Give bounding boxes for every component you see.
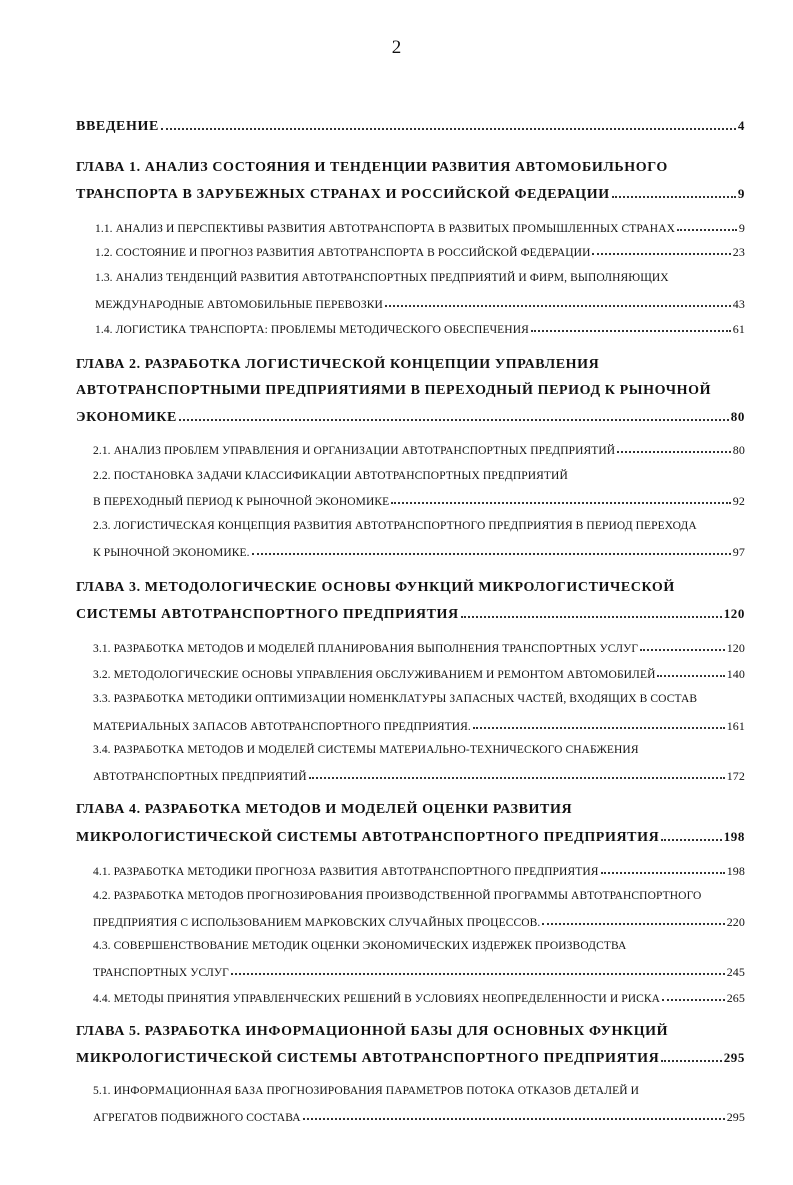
leader-dots [617, 451, 731, 453]
page-number: 2 [391, 37, 402, 58]
chapter-2-page: 80 [730, 409, 745, 424]
toc-entry-1-1[interactable] [95, 221, 745, 236]
chapter-1-title-cont: ТРАНСПОРТА В ЗАРУБЕЖНЫХ СТРАНАХ И РОССИЙСКОЙ ФЕДЕРАЦИИ [76, 187, 610, 202]
chapter-4-heading-line2[interactable] [76, 829, 745, 846]
toc-entry-page: 61 [732, 322, 745, 336]
chapter-5-page: 295 [723, 1050, 745, 1065]
chapter-3-title: ГЛАВА 3. МЕТОДОЛОГИЧЕСКИЕ ОСНОВЫ ФУНКЦИЙ МИКРОЛОГИСТИЧЕСКОЙ [76, 580, 675, 595]
toc-entry-2-2-cont[interactable] [93, 494, 745, 509]
chapter-2-heading-line3[interactable] [76, 409, 745, 426]
toc-entry-text: 1.4. ЛОГИСТИКА ТРАНСПОРТА: ПРОБЛЕМЫ МЕТОДИЧЕСКОГО ОБЕСПЕЧЕНИЯ [95, 324, 529, 336]
toc-entry-text: 3.2. МЕТОДОЛОГИЧЕСКИЕ ОСНОВЫ УПРАВЛЕНИЯ ОБСЛУЖИВАНИЕМ И РЕМОНТОМ АВТОМОБИЛЕЙ [93, 669, 656, 681]
leader-dots [531, 330, 731, 332]
toc-entry-text: 3.1. РАЗРАБОТКА МЕТОДОВ И МОДЕЛЕЙ ПЛАНИРОВАНИЯ ВЫПОЛНЕНИЯ ТРАНСПОРТНЫХ УСЛУГ [93, 643, 639, 655]
toc-entry-text-cont: АГРЕГАТОВ ПОДВИЖНОГО СОСТАВА [93, 1112, 301, 1124]
chapter-3-title-cont: СИСТЕМЫ АВТОТРАНСПОРТНОГО ПРЕДПРИЯТИЯ [76, 607, 459, 622]
leader-dots [657, 675, 724, 677]
toc-entry-page: 43 [732, 297, 745, 311]
leader-dots [231, 973, 725, 975]
toc-entry-text: 4.2. РАЗРАБОТКА МЕТОДОВ ПРОГНОЗИРОВАНИЯ ПРОИЗВОДСТВЕННОЙ ПРОГРАММЫ АВТОТРАНСПОРТНОГО [93, 890, 702, 902]
leader-dots [612, 196, 736, 198]
leader-dots [592, 253, 730, 255]
leader-dots [303, 1118, 725, 1120]
leader-dots [473, 727, 725, 729]
toc-entry-page: 23 [732, 245, 745, 259]
chapter-1-heading-line2[interactable] [76, 186, 745, 203]
leader-dots [677, 229, 737, 231]
leader-dots [542, 923, 724, 925]
toc-entry-1-4[interactable] [95, 322, 745, 337]
toc-entry-4-2-cont[interactable] [93, 915, 745, 930]
toc-entry-page: 80 [732, 443, 745, 457]
chapter-2-title-cont: АВТОТРАНСПОРТНЫМИ ПРЕДПРИЯТИЯМИ В ПЕРЕХОДНЫЙ ПЕРИОД К РЫНОЧНОЙ [76, 383, 712, 398]
toc-intro-title: ВВЕДЕНИЕ [76, 119, 159, 134]
toc-entry-text: 4.4. МЕТОДЫ ПРИНЯТИЯ УПРАВЛЕНЧЕСКИХ РЕШЕНИЙ В УСЛОВИЯХ НЕОПРЕДЕЛЕННОСТИ И РИСКА [93, 993, 661, 1005]
leader-dots [252, 553, 731, 555]
toc-entry-text-cont: В ПЕРЕХОДНЫЙ ПЕРИОД К РЫНОЧНОЙ ЭКОНОМИКЕ [93, 496, 390, 508]
toc-entry-4-3[interactable] [93, 940, 745, 952]
chapter-2-title: ГЛАВА 2. РАЗРАБОТКА ЛОГИСТИЧЕСКОЙ КОНЦЕПЦИИ УПРАВЛЕНИЯ [76, 357, 600, 372]
chapter-4-heading-line1[interactable] [76, 802, 745, 818]
toc-entry-page: 220 [726, 915, 745, 929]
chapter-5-heading-line1[interactable] [76, 1024, 745, 1040]
toc-entry-2-3[interactable] [93, 520, 745, 532]
toc-entry-page: 9 [738, 221, 745, 235]
leader-dots [179, 419, 729, 421]
leader-dots [601, 872, 725, 874]
chapter-3-heading-line2[interactable] [76, 606, 745, 623]
toc-entry-3-2[interactable] [93, 667, 745, 682]
leader-dots [385, 305, 731, 307]
toc-entry-page: 140 [726, 667, 745, 681]
toc-entry-1-3[interactable] [95, 272, 745, 284]
toc-entry-3-4[interactable] [93, 744, 745, 756]
chapter-1-page: 9 [737, 186, 745, 201]
toc-entry-5-1[interactable] [93, 1085, 745, 1097]
toc-entry-text: 4.1. РАЗРАБОТКА МЕТОДИКИ ПРОГНОЗА РАЗВИТИЯ АВТОТРАНСПОРТНОГО ПРЕДПРИЯТИЯ [93, 866, 599, 878]
leader-dots [309, 777, 725, 779]
chapter-2-heading-line1[interactable] [76, 357, 745, 373]
toc-entry-3-3[interactable] [93, 693, 745, 705]
leader-dots [391, 502, 731, 504]
leader-dots [461, 616, 722, 618]
chapter-1-title: ГЛАВА 1. АНАЛИЗ СОСТОЯНИЯ И ТЕНДЕНЦИИ РАЗВИТИЯ АВТОМОБИЛЬНОГО [76, 160, 668, 175]
toc-entry-1-2[interactable] [95, 245, 745, 260]
toc-entry-text-cont: АВТОТРАНСПОРТНЫХ ПРЕДПРИЯТИЙ [93, 771, 307, 783]
toc-entry-text-cont: К РЫНОЧНОЙ ЭКОНОМИКЕ. [93, 547, 250, 559]
toc-entry-page: 245 [726, 965, 745, 979]
toc-entry-4-3-cont[interactable] [93, 965, 745, 980]
toc-entry-4-1[interactable] [93, 864, 745, 879]
toc-entry-text: 2.3. ЛОГИСТИЧЕСКАЯ КОНЦЕПЦИЯ РАЗВИТИЯ АВТОТРАНСПОРТНОГО ПРЕДПРИЯТИЯ В ПЕРИОД ПЕРЕХОДА [93, 520, 697, 532]
leader-dots [661, 1060, 721, 1062]
chapter-1-heading-line1[interactable] [76, 160, 745, 176]
chapter-4-title-cont: МИКРОЛОГИСТИЧЕСКОЙ СИСТЕМЫ АВТОТРАНСПОРТНОГО ПРЕДПРИЯТИЯ [76, 830, 660, 845]
toc-entry-3-1[interactable] [93, 641, 745, 656]
toc-intro-page: 4 [737, 118, 745, 133]
toc-entry-3-3-cont[interactable] [93, 719, 745, 734]
toc-entry-text-cont: МАТЕРИАЛЬНЫХ ЗАПАСОВ АВТОТРАНСПОРТНОГО ПРЕДПРИЯТИЯ. [93, 721, 471, 733]
leader-dots [661, 839, 721, 841]
toc-entry-text: 5.1. ИНФОРМАЦИОННАЯ БАЗА ПРОГНОЗИРОВАНИЯ ПАРАМЕТРОВ ПОТОКА ОТКАЗОВ ДЕТАЛЕЙ И [93, 1085, 639, 1097]
toc-entry-3-4-cont[interactable] [93, 769, 745, 784]
toc-entry-page: 265 [726, 991, 745, 1005]
toc-entry-page: 120 [726, 641, 745, 655]
chapter-2-title-cont2: ЭКОНОМИКЕ [76, 410, 177, 425]
leader-dots [161, 128, 736, 130]
toc-entry-2-2[interactable] [93, 470, 745, 482]
toc-intro[interactable] [76, 118, 745, 135]
toc-entry-text: 1.3. АНАЛИЗ ТЕНДЕНЦИЙ РАЗВИТИЯ АВТОТРАНСПОРТНЫХ ПРЕДПРИЯТИЙ И ФИРМ, ВЫПОЛНЯЮЩИХ [95, 272, 669, 284]
chapter-2-heading-line2[interactable] [76, 383, 745, 399]
toc-entry-text-cont: ПРЕДПРИЯТИЯ С ИСПОЛЬЗОВАНИЕМ МАРКОВСКИХ СЛУЧАЙНЫХ ПРОЦЕССОВ. [93, 917, 541, 929]
chapter-5-heading-line2[interactable] [76, 1050, 745, 1067]
toc-entry-text: 1.2. СОСТОЯНИЕ И ПРОГНОЗ РАЗВИТИЯ АВТОТРАНСПОРТА В РОССИЙСКОЙ ФЕДЕРАЦИИ [95, 247, 591, 259]
toc-entry-page: 92 [732, 494, 745, 508]
toc-entry-2-1[interactable] [93, 443, 745, 458]
toc-entry-page: 172 [726, 769, 745, 783]
toc-entry-5-1-cont[interactable] [93, 1110, 745, 1125]
toc-entry-text: 4.3. СОВЕРШЕНСТВОВАНИЕ МЕТОДИК ОЦЕНКИ ЭКОНОМИЧЕСКИХ ИЗДЕРЖЕК ПРОИЗВОДСТВА [93, 940, 627, 952]
chapter-5-title: ГЛАВА 5. РАЗРАБОТКА ИНФОРМАЦИОННОЙ БАЗЫ ДЛЯ ОСНОВНЫХ ФУНКЦИЙ [76, 1024, 669, 1039]
chapter-4-page: 198 [723, 829, 745, 844]
toc-entry-text: 3.3. РАЗРАБОТКА МЕТОДИКИ ОПТИМИЗАЦИИ НОМЕНКЛАТУРЫ ЗАПАСНЫХ ЧАСТЕЙ, ВХОДЯЩИХ В СОСТАВ [93, 693, 698, 705]
chapter-3-heading-line1[interactable] [76, 580, 745, 596]
toc-entry-page: 97 [732, 545, 745, 559]
chapter-3-page: 120 [723, 606, 745, 621]
toc-entry-4-2[interactable] [93, 890, 745, 902]
toc-entry-text: 2.2. ПОСТАНОВКА ЗАДАЧИ КЛАССИФИКАЦИИ АВТОТРАНСПОРТНЫХ ПРЕДПРИЯТИЙ [93, 470, 568, 482]
toc-entry-text: 3.4. РАЗРАБОТКА МЕТОДОВ И МОДЕЛЕЙ СИСТЕМЫ МАТЕРИАЛЬНО-ТЕХНИЧЕСКОГО СНАБЖЕНИЯ [93, 744, 639, 756]
toc-entry-page: 295 [726, 1110, 745, 1124]
toc-entry-text: 2.1. АНАЛИЗ ПРОБЛЕМ УПРАВЛЕНИЯ И ОРГАНИЗАЦИИ АВТОТРАНСПОРТНЫХ ПРЕДПРИЯТИЙ [93, 445, 616, 457]
toc-entry-2-3-cont[interactable] [93, 545, 745, 560]
toc-entry-page: 198 [726, 864, 745, 878]
toc-entry-4-4[interactable] [93, 991, 745, 1006]
toc-entry-1-3-cont[interactable] [95, 297, 745, 312]
toc-entry-page: 161 [726, 719, 745, 733]
chapter-4-title: ГЛАВА 4. РАЗРАБОТКА МЕТОДОВ И МОДЕЛЕЙ ОЦЕНКИ РАЗВИТИЯ [76, 802, 573, 817]
leader-dots [640, 649, 725, 651]
chapter-5-title-cont: МИКРОЛОГИСТИЧЕСКОЙ СИСТЕМЫ АВТОТРАНСПОРТНОГО ПРЕДПРИЯТИЯ [76, 1051, 660, 1066]
toc-entry-text-cont: МЕЖДУНАРОДНЫЕ АВТОМОБИЛЬНЫЕ ПЕРЕВОЗКИ [95, 299, 383, 311]
toc-entry-text: 1.1. АНАЛИЗ И ПЕРСПЕКТИВЫ РАЗВИТИЯ АВТОТРАНСПОРТА В РАЗВИТЫХ ПРОМЫШЛЕННЫХ СТРАНАХ [95, 223, 676, 235]
leader-dots [662, 999, 725, 1001]
toc-entry-text-cont: ТРАНСПОРТНЫХ УСЛУГ [93, 967, 229, 979]
